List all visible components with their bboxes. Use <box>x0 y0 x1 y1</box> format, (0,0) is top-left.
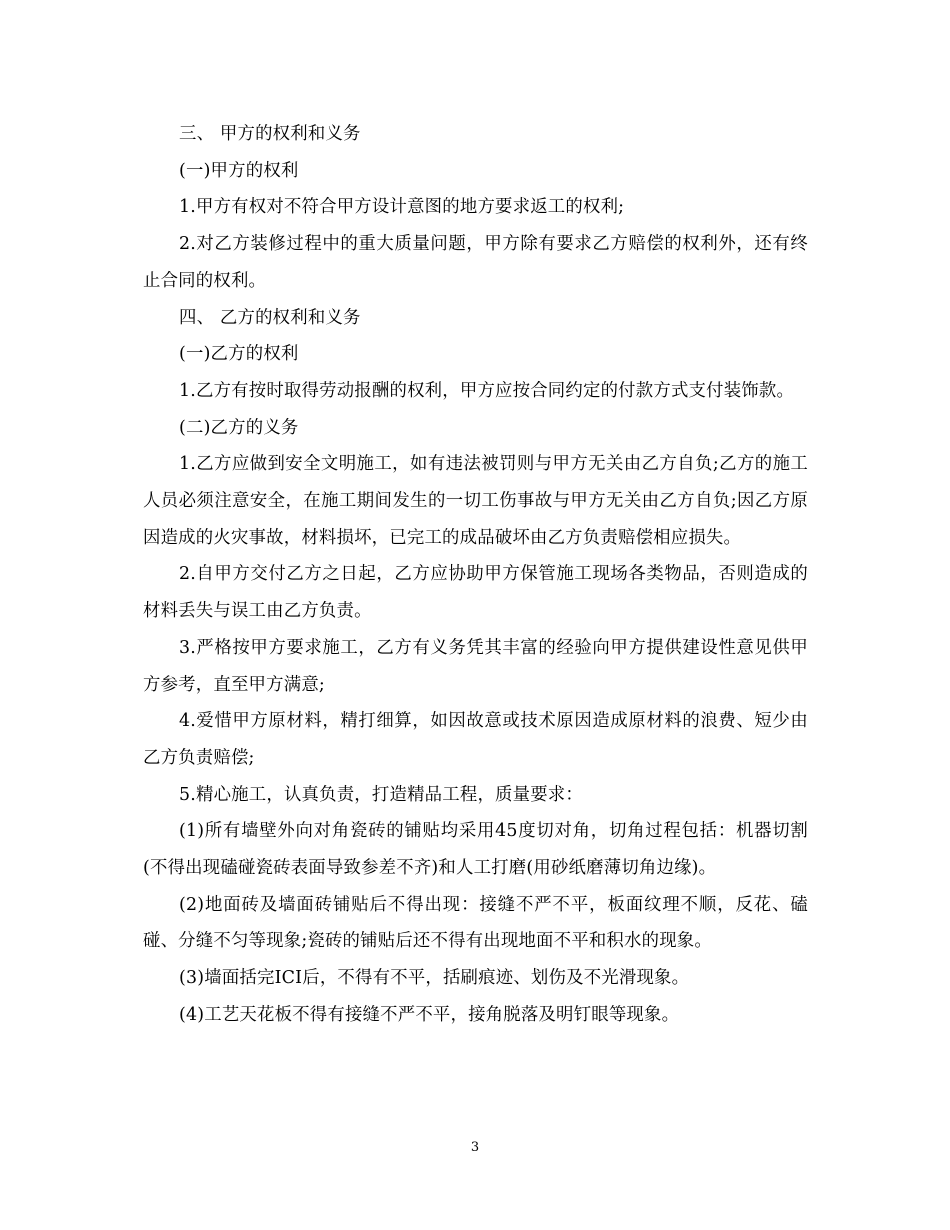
section-heading-party-b: 四、 乙方的权利和义务 <box>179 307 361 328</box>
quality-requirement-1: (1)所有墙壁外向对角瓷砖的铺贴均采用45度切对角，切角过程包括：机器切割(不得出现磕碰瓷砖表面导致参差不齐)和人工打磨(用砂纸磨薄切角边缘)。 <box>143 821 808 879</box>
subheading-party-b-rights: (一)乙方的权利 <box>179 344 299 365</box>
paragraph-b-rights-1: 1.乙方有按时取得劳动报酬的权利，甲方应按合同约定的付款方式支付装饰款。 <box>179 380 795 401</box>
section-heading-party-a: 三、 甲方的权利和义务 <box>179 124 361 144</box>
document-body <box>143 116 808 1034</box>
paragraph-b-obligation-3: 3.严格按甲方要求施工，乙方有义务凭其丰富的经验向甲方提供建设性意见供甲方参考，直至甲方满意; <box>143 637 808 695</box>
paragraph-b-obligation-2: 2.自甲方交付乙方之日起，乙方应协助甲方保管施工现场各类物品，否则造成的材料丢失与误工由乙方负责。 <box>143 564 808 622</box>
paragraph-a-rights-1: 1.甲方有权对不符合甲方设计意图的地方要求返工的权利; <box>179 197 625 218</box>
paragraph-b-obligation-4: 4.爱惜甲方原材料，精打细算，如因故意或技术原因造成原材料的浪费、短少由乙方负责赔偿; <box>143 711 808 768</box>
paragraph-b-obligation-1: 1.乙方应做到安全文明施工，如有违法被罚则与甲方无关由乙方自负;乙方的施工人员必须注意安全，在施工期间发生的一切工伤事故与甲方无关由乙方自负;因乙方原因造成的火灾事故，材料损坏，已完工的成品破坏由乙方负责赔偿相应损失。 <box>143 454 808 548</box>
quality-requirement-3: (3)墙面括完ICI后，不得有不平，括刷痕迹、划伤及不光滑现象。 <box>179 968 690 989</box>
paragraph-b-obligation-5: 5.精心施工，认真负责，打造精品工程，质量要求： <box>179 784 583 805</box>
quality-requirement-2: (2)地面砖及墙面砖铺贴后不得出现：接缝不严不平，板面纹理不顺，反花、磕碰、分缝不匀等现象;瓷砖的铺贴后还不得有出现地面不平和积水的现象。 <box>143 894 808 952</box>
subheading-party-a-rights: (一)甲方的权利 <box>179 160 299 181</box>
subheading-party-b-obligations: (二)乙方的义务 <box>179 417 299 438</box>
page-number: 3 <box>470 1140 480 1155</box>
paragraph-a-rights-2: 2.对乙方装修过程中的重大质量问题，甲方除有要求乙方赔偿的权利外，还有终止合同的权利。 <box>143 234 808 291</box>
quality-requirement-4: (4)工艺天花板不得有接缝不严不平，接角脱落及明钉眼等现象。 <box>179 1004 680 1025</box>
